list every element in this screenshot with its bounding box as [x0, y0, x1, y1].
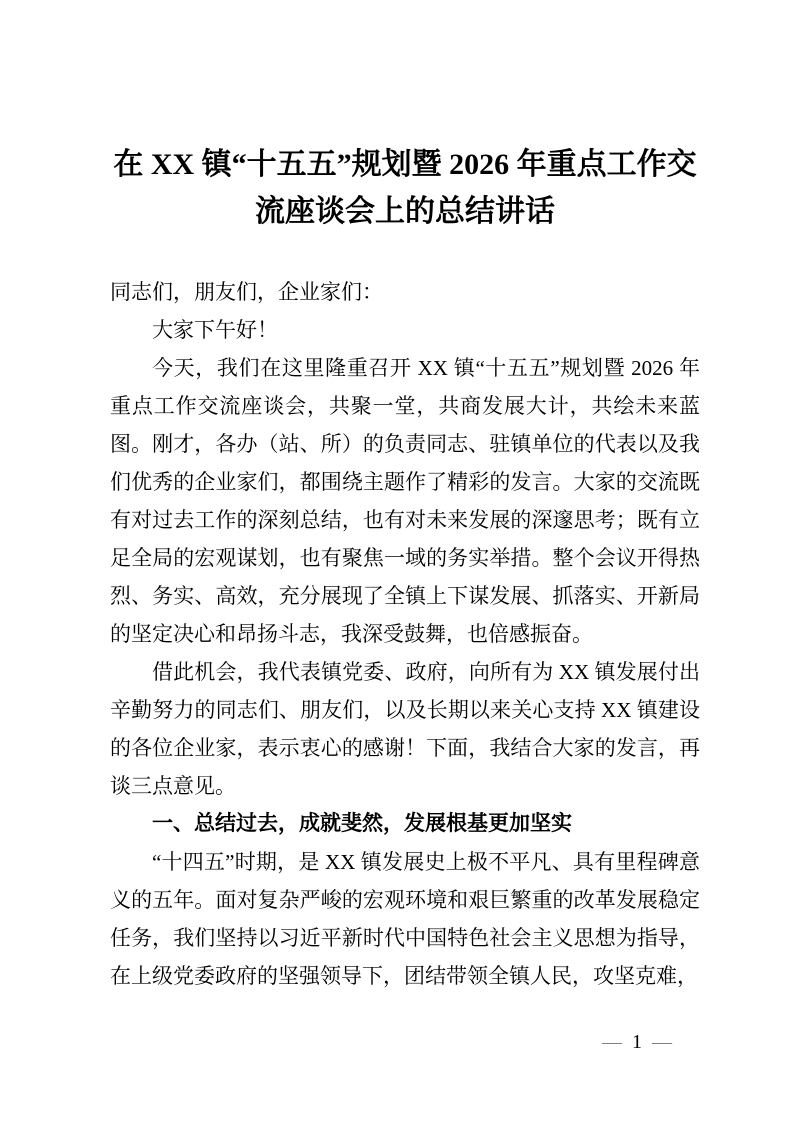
paragraph-opening-remarks: 今天，我们在这里隆重召开 XX 镇“十五五”规划暨 2026 年重点工作交流座谈会，共聚一堂，共商发展大计，共绘未来蓝图。刚才，各办（站、所）的负责同志、驻镇单位的代表以及我们优秀的企业家们，都围绕主题作了精彩的发言。大家的交流既有对过去工作的深刻总结，也有对未来发展的深邃思考；既有立足全局的宏观谋划，也有聚焦一域的务实举措。整个会议开得热烈、务实、高效，充分展现了全镇上下谋发展、抓落实、开新局的坚定决心和昂扬斗志，我深受鼓舞，也倍感振奋。 [110, 356, 700, 646]
paragraph-section-one-body: “十四五”时期，是 XX 镇发展史上极不平凡、具有里程碑意义的五年。面对复杂严峻的宏观环境和艰巨繁重的改革发展稳定任务，我们坚持以习近平新时代中国特色社会主义思想为指导，在上级党委政府的坚强领导下，团结带领全镇人民，攻坚克难， [110, 850, 700, 988]
greeting-line: 大家下午好！ [152, 318, 278, 342]
page-number: 1 [632, 1031, 642, 1053]
document-title: 在 XX 镇“十五五”规划暨 2026 年重点工作交流座谈会上的总结讲话 [113, 148, 697, 228]
document-content [110, 141, 700, 995]
footer-dash-left: — [602, 1031, 622, 1053]
paragraph-thanks: 借此机会，我代表镇党委、政府，向所有为 XX 镇发展付出辛勤努力的同志们、朋友们，以及长期以来关心支持 XX 镇建设的各位企业家，表示衷心的感谢！下面，我结合大家的发言，再谈三点意见。 [110, 660, 700, 798]
section-heading-one: 一、总结过去，成就斐然，发展根基更加坚实 [152, 812, 572, 835]
page-footer [602, 1028, 672, 1056]
footer-dash-right: — [652, 1031, 672, 1053]
salutation-line: 同志们，朋友们，企业家们： [110, 280, 383, 304]
